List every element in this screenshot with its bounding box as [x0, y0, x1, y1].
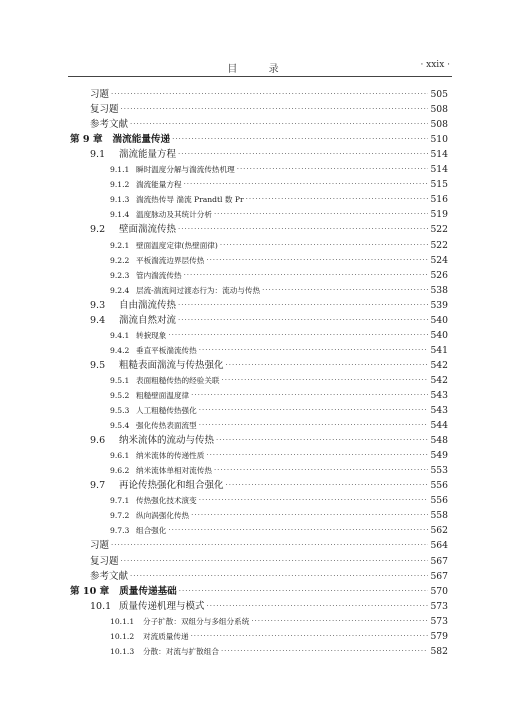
toc-entry-page: 514 — [430, 164, 448, 176]
dot-leader — [111, 538, 428, 553]
header-rule — [68, 76, 452, 77]
toc-entry-page: 579 — [430, 630, 448, 642]
toc-entry-number: 10.1 — [90, 600, 112, 612]
toc-entry-number: 9.5.3 — [110, 406, 130, 416]
dot-leader — [130, 117, 428, 132]
dot-leader — [178, 313, 428, 328]
toc-entry-plain[interactable] — [70, 87, 448, 102]
toc-entry-number: 9.1.2 — [110, 180, 130, 190]
dot-leader — [191, 508, 428, 523]
toc-entry-page: 567 — [430, 570, 448, 582]
toc-entry-section[interactable] — [70, 478, 448, 493]
toc-entry-page: 538 — [430, 284, 448, 296]
toc-entry-number: 9.3 — [90, 299, 106, 311]
toc-entry-title: 组合强化 — [136, 526, 167, 536]
toc-entry-plain[interactable] — [70, 569, 448, 584]
toc-entry-subsection[interactable] — [70, 177, 448, 192]
toc-entry-page: 516 — [430, 194, 448, 206]
toc-entry-page: 539 — [430, 299, 448, 311]
dot-leader — [216, 433, 428, 448]
toc-entry-plain[interactable] — [70, 117, 448, 132]
dot-leader — [178, 298, 428, 313]
toc-entry-number: 9.7.3 — [110, 526, 130, 536]
toc-entry-page: 514 — [430, 149, 448, 161]
toc-entry-title: 粗糙表面湍流与传热强化 — [119, 359, 224, 371]
toc-entry-title: 纳米流体的流动与传热 — [119, 435, 215, 447]
toc-entry-title: 温度脉动及其统计分析 — [136, 210, 212, 220]
toc-entry-page: 562 — [430, 525, 448, 537]
toc-entry-subsection[interactable] — [70, 523, 448, 538]
toc-entry-subsection[interactable] — [70, 192, 448, 207]
toc-entry-number: 9.7.2 — [110, 511, 130, 521]
toc-entry-number: 10.1.3 — [110, 646, 135, 656]
toc-entry-subsection[interactable] — [70, 493, 448, 508]
dot-leader — [221, 644, 428, 659]
header-title: 目 录 — [227, 64, 293, 75]
toc-entry-section[interactable] — [70, 599, 448, 614]
dot-leader — [220, 238, 428, 253]
toc-entry-title: 瞬时温度分解与湍流传热机理 — [136, 165, 235, 175]
toc-entry-title: 习题 — [90, 540, 110, 552]
toc-entry-subsection[interactable] — [70, 629, 448, 644]
toc-entry-section[interactable] — [70, 298, 448, 313]
toc-entry-number: 9.1.3 — [110, 195, 130, 205]
dot-leader — [251, 614, 428, 629]
toc-entry-section[interactable] — [70, 147, 448, 162]
dot-leader — [214, 463, 428, 478]
dot-leader — [168, 328, 428, 343]
toc-entry-number: 9.2 — [90, 224, 106, 236]
toc-entry-page: 556 — [430, 495, 448, 507]
toc-entry-title: 层流-湍流间过渡态行为：流动与传热 — [136, 285, 261, 295]
toc-entry-title: 垂直平板湍流传热 — [136, 345, 197, 355]
toc-entry-page: 542 — [430, 374, 448, 386]
toc-entry-page: 556 — [430, 480, 448, 492]
dot-leader — [207, 599, 428, 614]
toc-entry-number: 9.4 — [90, 314, 106, 326]
toc-entry-title: 纳米流体单相对流传热 — [136, 466, 212, 476]
toc-entry-number: 9.1 — [90, 149, 106, 161]
toc-entry-number: 9.2.1 — [110, 240, 130, 250]
toc-entry-page: 582 — [430, 645, 448, 657]
toc-entry-page: 541 — [430, 344, 448, 356]
dot-leader — [199, 418, 428, 433]
dot-leader — [184, 177, 428, 192]
toc-entry-title: 平板湍流边界层传热 — [136, 255, 205, 265]
toc-entry-page: 522 — [430, 224, 448, 236]
toc-entry-number: 9.7 — [90, 480, 106, 492]
toc-entry-number: 第 10 章 — [70, 585, 110, 597]
toc-entry-section[interactable] — [70, 433, 448, 448]
toc-entry-page: 526 — [430, 269, 448, 281]
dot-leader — [179, 584, 428, 599]
toc-entry-subsection[interactable] — [70, 268, 448, 283]
toc-entry-title: 质量传递机理与模式 — [119, 600, 205, 612]
toc-entry-title: 壁面温度定律(热壁面律) — [136, 240, 218, 250]
table-of-contents — [70, 87, 448, 659]
toc-entry-title: 分散：对流与扩散组合 — [143, 646, 219, 656]
toc-entry-subsection[interactable] — [70, 373, 448, 388]
toc-entry-number: 9.5.2 — [110, 390, 130, 400]
toc-entry-number: 10.1.2 — [110, 631, 135, 641]
dot-leader — [178, 222, 428, 237]
toc-entry-section[interactable] — [70, 313, 448, 328]
dot-leader — [178, 147, 428, 162]
toc-entry-title: 参考文献 — [90, 570, 129, 582]
toc-entry-title: 习题 — [90, 89, 110, 101]
toc-entry-plain[interactable] — [70, 102, 448, 117]
toc-entry-title: 强化传热表面流型 — [136, 421, 197, 431]
dot-leader — [184, 268, 428, 283]
dot-leader — [121, 554, 428, 569]
toc-entry-title: 纳米流体的传递性质 — [136, 451, 205, 461]
toc-entry-number: 9.7.1 — [110, 496, 130, 506]
toc-entry-title: 管内湍流传热 — [136, 270, 182, 280]
toc-entry-page: 508 — [430, 104, 448, 116]
toc-entry-number: 9.4.2 — [110, 345, 130, 355]
toc-entry-title: 湍流热传导 湍流 Prandtl 数 Pr — [136, 195, 244, 205]
toc-entry-number: 9.5 — [90, 359, 106, 371]
toc-entry-page: 510 — [430, 134, 448, 146]
toc-entry-number: 9.1.4 — [110, 210, 130, 220]
toc-entry-subsection[interactable] — [70, 328, 448, 343]
toc-entry-page: 553 — [430, 465, 448, 477]
toc-entry-number: 9.6 — [90, 435, 106, 447]
toc-entry-number: 9.2.2 — [110, 255, 130, 265]
toc-entry-page: 542 — [430, 359, 448, 371]
dot-leader — [191, 629, 428, 644]
toc-entry-page: 505 — [430, 89, 448, 101]
toc-entry-subsection[interactable] — [70, 388, 448, 403]
toc-entry-plain[interactable] — [70, 553, 448, 568]
toc-entry-title: 分子扩散：双组分与多组分系统 — [143, 616, 250, 626]
toc-entry-page: 540 — [430, 329, 448, 341]
toc-entry-page: 515 — [430, 179, 448, 191]
dot-leader — [191, 388, 428, 403]
toc-entry-subsection[interactable] — [70, 418, 448, 433]
dot-leader — [199, 343, 428, 358]
toc-entry-number: 9.2.4 — [110, 285, 130, 295]
toc-entry-page: 548 — [430, 435, 448, 447]
toc-entry-title: 再论传热强化和组合强化 — [119, 480, 224, 492]
dot-leader — [130, 569, 428, 584]
dot-leader — [222, 373, 428, 388]
toc-entry-subsection[interactable] — [70, 343, 448, 358]
toc-entry-subsection[interactable] — [70, 508, 448, 523]
toc-entry-chapter[interactable] — [70, 584, 448, 599]
toc-entry-page: 543 — [430, 405, 448, 417]
toc-entry-title: 传热强化技术演变 — [136, 496, 197, 506]
toc-entry-page: 524 — [430, 254, 448, 266]
toc-entry-title: 湍流能量方程 — [136, 180, 182, 190]
toc-entry-page: 522 — [430, 239, 448, 251]
toc-entry-page: 564 — [430, 540, 448, 552]
toc-entry-subsection[interactable] — [70, 237, 448, 252]
dot-leader — [111, 87, 428, 102]
toc-entry-page: 549 — [430, 450, 448, 462]
toc-entry-page: 540 — [430, 314, 448, 326]
toc-entry-title: 对流质量传递 — [143, 631, 189, 641]
dot-leader — [199, 493, 428, 508]
toc-entry-chapter[interactable] — [70, 132, 448, 147]
toc-entry-title: 复习题 — [90, 104, 119, 116]
dot-leader — [237, 162, 428, 177]
toc-entry-subsection[interactable] — [70, 614, 448, 629]
toc-entry-page: 558 — [430, 510, 448, 522]
toc-entry-subsection[interactable] — [70, 253, 448, 268]
toc-entry-subsection[interactable] — [70, 162, 448, 177]
toc-entry-page: 544 — [430, 420, 448, 432]
toc-entry-title: 质量传递基础 — [119, 585, 177, 597]
toc-entry-title: 复习题 — [90, 555, 119, 567]
header-page-number: · xxix · — [420, 60, 450, 70]
toc-entry-page: 573 — [430, 600, 448, 612]
toc-entry-page: 519 — [430, 209, 448, 221]
dot-leader — [172, 132, 428, 147]
toc-entry-subsection[interactable] — [70, 207, 448, 222]
toc-entry-title: 湍流自然对流 — [119, 314, 177, 326]
toc-entry-subsection[interactable] — [70, 283, 448, 298]
toc-entry-title: 壁面湍流传热 — [119, 224, 177, 236]
toc-entry-title: 转捩现象 — [136, 330, 167, 340]
toc-entry-number: 9.1.1 — [110, 165, 130, 175]
toc-entry-title: 人工粗糙传热强化 — [136, 406, 197, 416]
dot-leader — [214, 207, 428, 222]
toc-entry-number: 第 9 章 — [70, 134, 103, 146]
toc-entry-page: 543 — [430, 389, 448, 401]
toc-entry-section[interactable] — [70, 358, 448, 373]
toc-entry-subsection[interactable] — [70, 448, 448, 463]
toc-entry-title: 粗糙壁面温度律 — [136, 390, 190, 400]
dot-leader — [246, 192, 428, 207]
dot-leader — [226, 358, 428, 373]
toc-entry-number: 9.6.2 — [110, 466, 130, 476]
toc-entry-title: 湍流能量方程 — [119, 149, 177, 161]
toc-entry-page: 508 — [430, 119, 448, 131]
toc-entry-number: 9.4.1 — [110, 330, 130, 340]
page-header — [70, 60, 450, 76]
dot-leader — [262, 283, 428, 298]
toc-entry-number: 9.2.3 — [110, 270, 130, 280]
toc-entry-section[interactable] — [70, 222, 448, 237]
dot-leader — [168, 523, 428, 538]
toc-entry-subsection[interactable] — [70, 463, 448, 478]
toc-entry-number: 9.5.1 — [110, 375, 130, 385]
toc-entry-subsection[interactable] — [70, 644, 448, 659]
toc-entry-number: 10.1.1 — [110, 616, 135, 626]
toc-entry-number: 9.5.4 — [110, 421, 130, 431]
toc-entry-title: 湍流能量传递 — [112, 134, 171, 146]
toc-entry-number: 9.6.1 — [110, 451, 130, 461]
dot-leader — [226, 478, 428, 493]
toc-entry-page: 567 — [430, 555, 448, 567]
dot-leader — [206, 253, 428, 268]
toc-entry-subsection[interactable] — [70, 403, 448, 418]
toc-entry-page: 570 — [430, 585, 448, 597]
toc-entry-title: 纵向涡强化传热 — [136, 511, 190, 521]
toc-entry-title: 自由湍流传热 — [119, 299, 177, 311]
toc-entry-title: 参考文献 — [90, 119, 129, 131]
dot-leader — [206, 448, 428, 463]
dot-leader — [199, 403, 428, 418]
toc-entry-page: 573 — [430, 615, 448, 627]
toc-entry-title: 表面粗糙传热的经验关联 — [136, 375, 220, 385]
toc-entry-plain[interactable] — [70, 538, 448, 553]
dot-leader — [121, 102, 428, 117]
